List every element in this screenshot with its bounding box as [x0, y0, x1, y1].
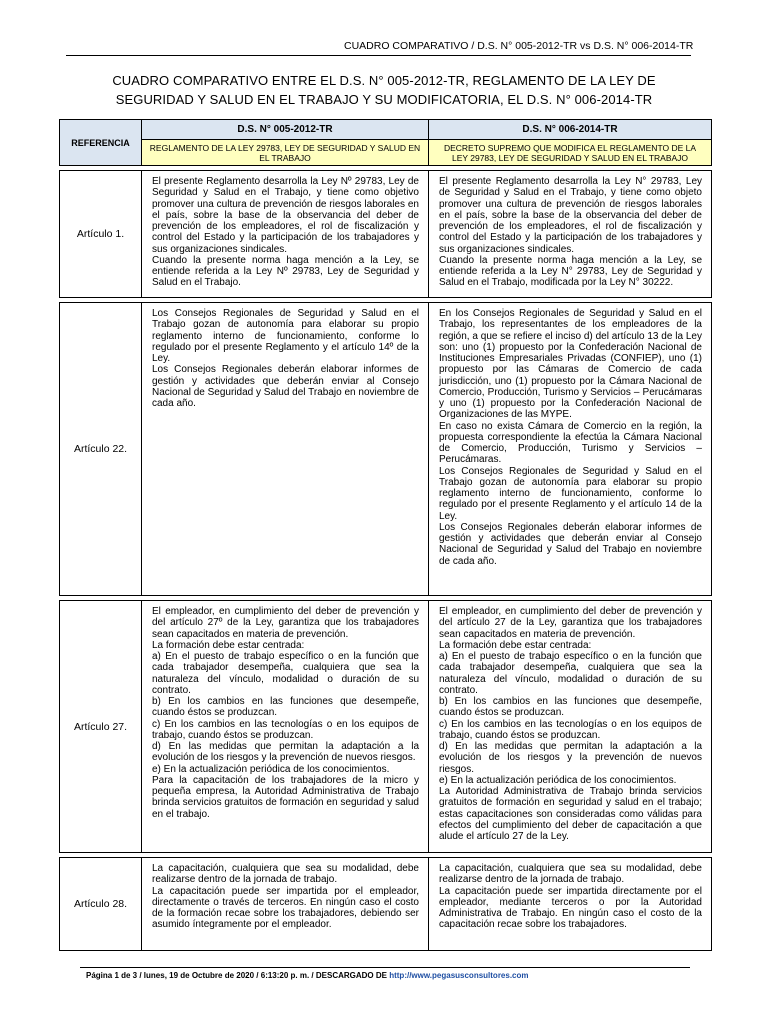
table-row [60, 601, 712, 853]
ds-006-2014-text [429, 858, 712, 951]
ds-005-2012-text [142, 858, 429, 951]
footer-rule [80, 967, 690, 968]
document-title [66, 71, 702, 109]
ds-006-2014-text [429, 303, 712, 596]
paragraph: Los Consejos Regionales deberán elaborar informes de gestión y actividades que deberán enviar al Consejo Nacional de Seguridad y Salud del Trabajo en noviembre de cada año. [439, 521, 702, 567]
column-a-subheader: REGLAMENTO DE LA LEY 29783, LEY DE SEGURIDAD Y SALUD EN EL TRABAJO [142, 140, 429, 166]
paragraph: c) En los cambios en las tecnologías o en los equipos de trabajo, cuando éstos se produzcan. [152, 718, 419, 741]
comparison-table-body [60, 120, 712, 951]
paragraph: a) En el puesto de trabajo específico o en la función que cada trabajador desempeña, cualquiera que sea la naturaleza del vínculo, modalidad o duración de su contrato. [152, 651, 419, 696]
footer-text: Página 1 de 3 / lunes, 19 de Octubre de 2020 / 6:13:20 p. m. / DESCARGADO DE [86, 971, 390, 980]
paragraph: Para la capacitación de los trabajadores de la micro y pequeña empresa, la Autoridad Administrativa de Trabajo brinda servicios gratuitos de formación en seguridad y salud en el trabajo. [152, 774, 419, 820]
paragraph: d) En las medidas que permitan la adaptación a la evolución de los riesgos y la prevención de nuevos riesgos. [439, 741, 702, 775]
paragraph: Cuando la presente norma haga mención a la Ley, se entiende referida a la Ley Nº 29783, Ley de Seguridad y Salud en el Trabajo. [152, 254, 419, 289]
paragraph: Los Consejos Regionales deberán elaborar informes de gestión y actividades que deberán enviar al Consejo Nacional de Seguridad y Salud del Trabajo en noviembre de cada año. [152, 364, 419, 409]
paragraph: d) En las medidas que permitan la adaptación a la evolución de los riesgos y la prevención de nuevos riesgos. [152, 741, 419, 764]
column-a-header: D.S. N° 005-2012-TR [142, 120, 429, 140]
paragraph: La capacitación puede ser impartida directamente por el empleador, mediante terceros o por la Autoridad Administrativa de Trabajo. En ningún caso el costo de la capacitación recae sobre los trabajadores. [439, 885, 702, 931]
paragraph: e) En la actualización periódica de los conocimientos. [152, 763, 390, 775]
paragraph: La capacitación puede ser impartida por el empleador, directamente o través de terceros. En ningún caso el costo de la formación recae sobre los trabajadores, debiendo ser asumido íntegramente por el empleador. [152, 885, 419, 931]
table-header-row [60, 120, 712, 140]
ds-005-2012-text [142, 303, 429, 596]
running-header: CUADRO COMPARATIVO / D.S. N° 005-2012-TR vs D.S. N° 006-2014-TR [344, 40, 694, 52]
table-row [60, 858, 712, 951]
paragraph: Los Consejos Regionales de Seguridad y Salud en el Trabajo gozan de autonomía para elaborar su propio reglamento interno de funcionamiento, conforme lo regulado por el presente Reglamento y el artículo 14º de la Ley. [152, 308, 419, 364]
paragraph: e) En la actualización periódica de los conocimientos. [439, 774, 677, 786]
paragraph: a) En el puesto de trabajo específico o en la función que cada trabajador desempeña, cualquiera que sea la naturaleza del vínculo, modalidad o duración de su contrato. [439, 651, 702, 696]
article-reference: Artículo 27. [60, 601, 142, 853]
ds-006-2014-text [429, 601, 712, 853]
paragraph: b) En los cambios en las funciones que desempeñe, cuando éstos se produzcan. [439, 696, 702, 719]
title-line-2: SEGURIDAD Y SALUD EN EL TRABAJO Y SU MODIFICATORIA, EL D.S. N° 006-2014-TR [115, 92, 653, 107]
paragraph: El empleador, en cumplimiento del deber de prevención y del artículo 27 de la Ley, garantiza que los trabajadores sean capacitados en materia de prevención. [439, 606, 702, 640]
paragraph: En los Consejos Regionales de Seguridad y Salud en el Trabajo, los representantes de los empleadores de la región, a que se refiere el inciso d) del artículo 13 de la Ley son: uno (1) propuesto por la Confederación Nacional de Instituciones Empresariales Privadas (CONFIEP), uno (1) propuesto por las Cámaras de Comercio de cada jurisdicción, uno (1) propuesto por la Cámara Nacional de Comercio, Producción, Turismo y Servicios – Perucámaras y uno (1) propuesto por la Confederación Nacional de Organizaciones de las MYPE. [439, 308, 702, 421]
table-subheader-row [60, 140, 712, 166]
paragraph: Cuando la presente norma haga mención a la Ley, se entiende referida a la Ley N° 29783, Ley de Seguridad y Salud en el Trabajo, modificada por la Ley N° 30222. [439, 254, 702, 289]
article-reference: Artículo 28. [60, 858, 142, 951]
paragraph: La formación debe estar centrada: [439, 639, 592, 651]
paragraph: El presente Reglamento desarrolla la Ley Nº 29783, Ley de Seguridad y Salud en el Trabajo, y tiene como objetivo promover una cultura de prevención de riesgos laborales en el país, sobre la base de la observancia del deber de prevención de los empleadores, el rol de fiscalización y control del Estado y la participación de los trabajadores y sus organizaciones sindicales. [152, 176, 419, 255]
table-row [60, 303, 712, 596]
comparison-table [59, 119, 712, 951]
paragraph: El presente Reglamento desarrolla la Ley N° 29783, Ley de Seguridad y Salud en el Trabajo, y tiene como objeto promover una cultura de prevención de riesgos laborales en el país, sobre la base de la observancia del deber de prevención de los empleadores, el rol de fiscalización y control del Estado y la participación de los trabajadores y sus organizaciones sindicales. [439, 176, 702, 255]
paragraph: La capacitación, cualquiera que sea su modalidad, debe realizarse dentro de la jornada de trabajo. [152, 863, 419, 886]
ds-005-2012-text [142, 171, 429, 298]
page-footer [86, 971, 706, 980]
paragraph: El empleador, en cumplimiento del deber de prevención y del artículo 27º de la Ley, garantiza que los trabajadores sean capacitados en materia de prevención. [152, 606, 419, 640]
ds-005-2012-text [142, 601, 429, 853]
article-reference: Artículo 1. [60, 171, 142, 298]
title-line-1: CUADRO COMPARATIVO ENTRE EL D.S. N° 005-2012-TR, REGLAMENTO DE LA LEY DE [112, 73, 656, 88]
paragraph: Los Consejos Regionales de Seguridad y Salud en el Trabajo gozan de autonomía para elaborar su propio reglamento interno de funcionamiento, conforme lo regulado por el presente Reglamento y el artículo 14 de la Ley. [439, 465, 702, 522]
paragraph: La Autoridad Administrativa de Trabajo brinda servicios gratuitos de formación en seguridad y salud en el trabajo; estas capacitaciones son consideradas como válidas para efectos del cumplimiento del deber de capacitación a que alude el artículo 27 de la Ley. [439, 786, 702, 842]
footer-link[interactable]: http://www.pegasusconsultores.com [389, 971, 529, 980]
column-b-header: D.S. N° 006-2014-TR [429, 120, 712, 140]
paragraph: En caso no exista Cámara de Comercio en la región, la propuesta correspondiente la efectúa la Cámara Nacional de Comercio, Producción, Turismo y Servicios – Perucámaras. [439, 420, 702, 466]
article-reference: Artículo 22. [60, 303, 142, 596]
table-row [60, 171, 712, 298]
header-rule [66, 55, 691, 56]
paragraph: La formación debe estar centrada: [152, 639, 305, 651]
paragraph: La capacitación, cualquiera que sea su modalidad, debe realizarse dentro de la jornada de trabajo. [439, 863, 702, 886]
column-b-subheader: DECRETO SUPREMO QUE MODIFICA EL REGLAMENTO DE LA LEY 29783, LEY DE SEGURIDAD Y SALUD EN EL TRABAJO [429, 140, 712, 166]
paragraph: b) En los cambios en las funciones que desempeñe, cuando éstos se produzcan. [152, 696, 419, 719]
paragraph: c) En los cambios en las tecnologías o en los equipos de trabajo, cuando éstos se produzcan. [439, 718, 702, 741]
ds-006-2014-text [429, 171, 712, 298]
reference-header: REFERENCIA [60, 120, 142, 166]
